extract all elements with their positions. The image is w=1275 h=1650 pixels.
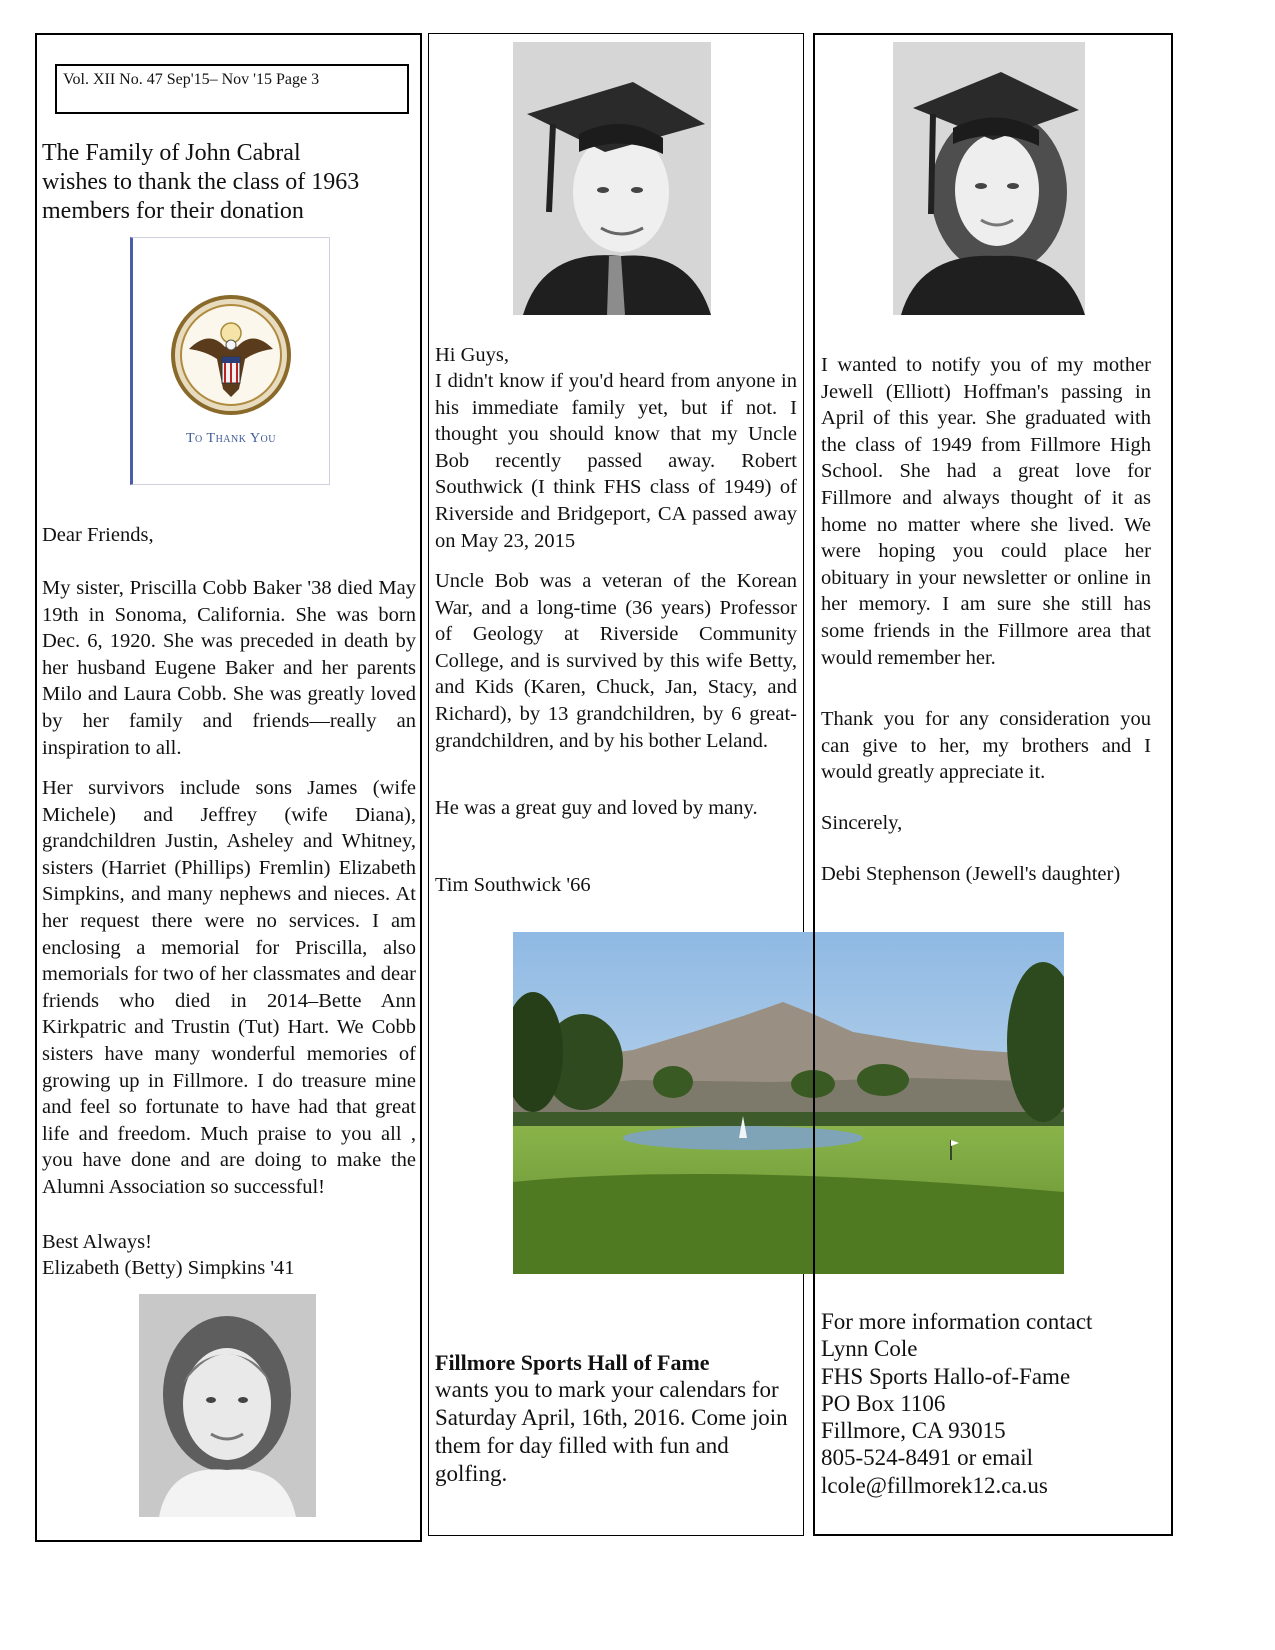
stephenson-closing: Sincerely,	[821, 812, 903, 834]
contact-line: Fillmore, CA 93015	[821, 1418, 1006, 1444]
thanks-line: members for their donation	[42, 198, 304, 224]
thanks-notice	[42, 139, 418, 226]
letter-body: My sister, Priscilla Cobb Baker '38 died May 19th in Sonoma, California. She was born Dec. 6, 1920. She was preceded in death by her husband Eugene Baker and her parents Milo and Laura Cobb. She was greatly loved by her family and friends—really an inspiration to all.	[42, 577, 416, 759]
contact-line: For more information contact	[821, 1309, 1093, 1334]
stephenson-body: I wanted to notify you of my mother Jewell (Elliott) Hoffman's passing in April of this year. She graduated with the class of 1949 from Fillmore High School. She had a great love for Fillmore and always thought of it as home no matter where she lived. We were hoping you could place her obituary in your newsletter or online in her memory. I am sure she still has some friends in the Fillmore area that would remember her.	[821, 354, 1151, 669]
thank-you-card	[130, 237, 330, 485]
thanks-line: The Family of John Cabral	[42, 140, 301, 166]
letter-body: Her survivors include sons James (wife Michele) and Jeffrey (wife Diana), grandchildren Justin, Asheley and Whitney, sisters (Harriet (Phillips) Fremlin) Elizabeth Simpkins, and many nephews and nieces. At her request there were no services. I am enclosing a memorial for Priscilla, also memorials for two of her classmates and dear friends who died in 2014–Bette Ann Kirkpatric and Trustin (Tut) Hart. We Cobb sisters have many wonderful memories of growing up in Fillmore. I do treasure mine and feel so fortunate to have had that great life and freedom. Much praise to you all , you have done and are doing to make the Alumni Association so successful!	[42, 777, 416, 1198]
contact-block	[821, 1308, 1166, 1499]
southwick-body: He was a great guy and loved by many.	[435, 797, 758, 819]
letter-closing: Best Always!	[42, 1231, 152, 1253]
card-caption: To Thank You	[186, 431, 276, 446]
eagle-seal-icon	[169, 293, 293, 417]
grad-portrait-jewell	[893, 42, 1085, 315]
contact-email[interactable]: lcole@fillmorek12.ca.us	[821, 1472, 1048, 1498]
girl-portrait-icon	[139, 1294, 316, 1517]
hall-of-fame-body: wants you to mark your calendars for Saturday April, 16th, 2016. Come join them for day filled with fun and golfing.	[435, 1377, 788, 1486]
contact-line: PO Box 1106	[821, 1390, 946, 1416]
letter-signature: Elizabeth (Betty) Simpkins '41	[42, 1257, 295, 1279]
stephenson-signature: Debi Stephenson (Jewell's daughter)	[821, 863, 1121, 885]
grad-portrait-bob	[513, 42, 711, 315]
contact-line: Lynn Cole	[821, 1336, 918, 1362]
southwick-body: I didn't know if you'd heard from anyone in his immediate family yet, but if not. I thought you should know that my Uncle Bob recently passed away. Robert Southwick (I think FHS class of 1949) of Riverside and Bridgeport, CA passed away on May 23, 2015	[435, 370, 797, 552]
stephenson-body: Thank you for any consideration you can give to her, my brothers and I would greatly appreciate it.	[821, 708, 1151, 784]
thanks-line: wishes to thank the class of 1963	[42, 169, 360, 195]
letter-salutation: Dear Friends,	[42, 524, 154, 546]
southwick-body: Uncle Bob was a veteran of the Korean War, and a long-time (36 years) Professor of Geology at Riverside Community College, and is survived by this wife Betty, and Kids (Karen, Chuck, Jan, Stacy, and Richard), by 13 grandchildren, by 6 great-grandchildren, and by his bother Leland.	[435, 570, 797, 752]
portrait-photo	[139, 1294, 316, 1517]
southwick-greeting: Hi Guys,	[435, 344, 510, 366]
male-graduate-portrait-icon	[513, 42, 711, 315]
southwick-signature: Tim Southwick '66	[435, 874, 591, 896]
female-graduate-portrait-icon	[893, 42, 1085, 315]
hall-of-fame-title: Fillmore Sports Hall of Fame	[435, 1350, 710, 1375]
issue-label: Vol. XII No. 47 Sep'15– Nov '15 Page 3	[63, 71, 320, 88]
contact-line: 805-524-8491 or email	[821, 1445, 1034, 1471]
issue-box	[55, 64, 409, 114]
contact-line: FHS Sports Hallo-of-Fame	[821, 1363, 1071, 1389]
